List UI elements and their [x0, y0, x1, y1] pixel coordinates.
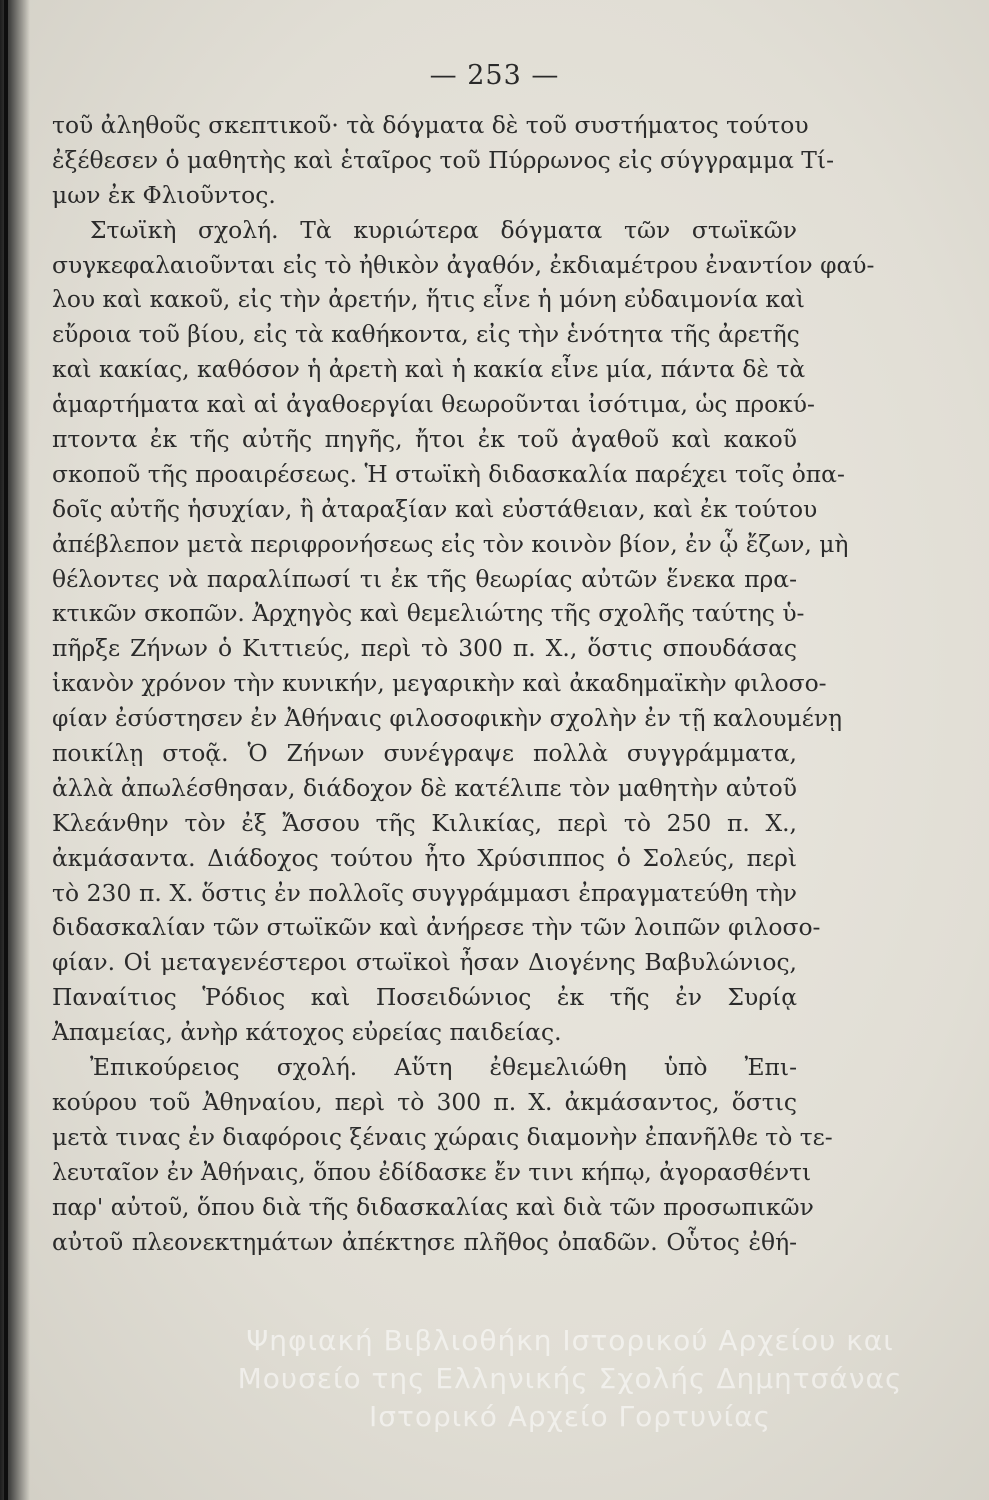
- text-line: διδασκαλίαν τῶν στωϊκῶν καὶ ἀνήρεσε τὴν τῶν λοιπῶν φιλοσο-: [52, 913, 821, 942]
- section-heading-line: Στωϊκὴ σχολή. Τὰ κυριώτερα δόγματα τῶν στωϊκῶν: [90, 215, 797, 244]
- section-heading-line: Ἐπικούρειος σχολή. Αὕτη ἐθεμελιώθη ὑπὸ Ἐπι-: [90, 1053, 797, 1082]
- text-line: ἀπέβλεπον μετὰ περιφρονήσεως εἰς τὸν κοινὸν βίον, ἐν ᾧ ἔζων, μὴ: [52, 529, 849, 558]
- text-line: ἱκανὸν χρόνον τὴν κυνικήν, μεγαρικὴν καὶ ἀκαδημαϊκὴν φιλοσο-: [52, 669, 827, 698]
- text-line: κτικῶν σκοπῶν. Ἀρχηγὸς καὶ θεμελιώτης τῆς σχολῆς ταύτης ὑ-: [52, 599, 805, 628]
- body-text: [52, 108, 875, 1259]
- text-line: λου καὶ κακοῦ, εἰς τὴν ἀρετήν, ἥτις εἶνε ἡ μόνη εὐδαιμονία καὶ: [52, 285, 805, 314]
- text-line: θέλοντες νὰ παραλίπωσί τι ἐκ τῆς θεωρίας αὐτῶν ἕνεκα πρα-: [52, 564, 797, 593]
- text-line: αὐτοῦ πλεονεκτημάτων ἀπέκτησε πλῆθος ὀπαδῶν. Οὗτος ἐθή-: [52, 1227, 797, 1256]
- text-line: ποικίλῃ στοᾷ. Ὁ Ζήνων συνέγραψε πολλὰ συγγράμματα,: [52, 739, 797, 768]
- text-line: φίαν. Οἱ μεταγενέστεροι στωϊκοὶ ἦσαν Διογένης Βαβυλώνιος,: [52, 948, 797, 977]
- text-line: σκοποῦ τῆς προαιρέσεως. Ἡ στωϊκὴ διδασκαλία παρέχει τοῖς ὀπα-: [52, 459, 845, 488]
- text-line: καὶ κακίας, καθόσον ἡ ἀρετὴ καὶ ἡ κακία εἶνε μία, πάντα δὲ τὰ: [52, 355, 806, 384]
- text-line: μων ἐκ Φλιοῦντος.: [52, 180, 276, 209]
- text-line: Ἀπαμείας, ἀνὴρ κάτοχος εὐρείας παιδείας.: [52, 1018, 562, 1047]
- text-line: κούρου τοῦ Ἀθηναίου, περὶ τὸ 300 π. Χ. ἀκμάσαντος, ὅστις: [52, 1087, 797, 1116]
- text-line: τοῦ ἀληθοῦς σκεπτικοῦ· τὰ δόγματα δὲ τοῦ συστήματος τούτου: [52, 111, 809, 139]
- text-line: πῆρξε Ζήνων ὁ Κιττιεύς, περὶ τὸ 300 π. Χ., ὅστις σπουδάσας: [52, 634, 797, 663]
- text-line: παρ' αὐτοῦ, ὅπου διὰ τῆς διδασκαλίας καὶ διὰ τῶν προσωπικῶν: [52, 1192, 814, 1221]
- text-line: φίαν ἐσύστησεν ἐν Ἀθήναις φιλοσοφικὴν σχολὴν ἐν τῇ καλουμένῃ: [52, 704, 843, 733]
- text-line: δοῖς αὐτῆς ἡσυχίαν, ἢ ἀταραξίαν καὶ εὐστάθειαν, καὶ ἐκ τούτου: [52, 494, 818, 523]
- text-line: ἐξέθεσεν ὁ μαθητὴς καὶ ἑταῖρος τοῦ Πύρρωνος εἰς σύγγραμμα Τί-: [52, 145, 834, 174]
- library-watermark: [190, 1322, 950, 1436]
- text-line: μετὰ τινας ἐν διαφόροις ξέναις χώραις διαμονὴν ἐπανῆλθε τὸ τε-: [52, 1122, 833, 1151]
- text-line: συγκεφαλαιοῦνται εἰς τὸ ἠθικὸν ἀγαθόν, ἐκδιαμέτρου ἐναντίον φαύ-: [52, 250, 875, 279]
- binding-edge: [4, 0, 8, 1500]
- page-number: — 253 —: [429, 60, 560, 91]
- text-line: τὸ 230 π. Χ. ὅστις ἐν πολλοῖς συγγράμμασι ἐπραγματεύθη τὴν: [52, 878, 797, 907]
- text-line: ἀκμάσαντα. Διάδοχος τούτου ἦτο Χρύσιππος ὁ Σολεύς, περὶ: [52, 843, 797, 872]
- watermark-line: Ιστορικό Αρχείο Γορτυνίας: [368, 1400, 772, 1433]
- text-line: Κλεάνθην τὸν ἐξ Ἄσσου τῆς Κιλικίας, περὶ τὸ 250 π. Χ.,: [52, 808, 797, 837]
- text-line: λευταῖον ἐν Ἀθήναις, ὅπου ἐδίδασκε ἔν τινι κήπῳ, ἀγορασθέντι: [52, 1157, 812, 1186]
- watermark-line: Ψηφιακή Βιβλιοθήκη Ιστορικού Αρχείου και: [246, 1324, 894, 1357]
- text-line: πτοντα ἐκ τῆς αὐτῆς πηγῆς, ἤτοι ἐκ τοῦ ἀγαθοῦ καὶ κακοῦ: [52, 425, 797, 454]
- text-line: Παναίτιος Ῥόδιος καὶ Ποσειδώνιος ἐκ τῆς ἐν Συρίᾳ: [52, 983, 797, 1012]
- watermark-line: Μουσείο της Ελληνικής Σχολής Δημητσάνας: [237, 1362, 903, 1395]
- text-line: εὔροια τοῦ βίου, εἰς τὰ καθήκοντα, εἰς τὴν ἑνότητα τῆς ἀρετῆς: [52, 320, 800, 349]
- text-line: ἁμαρτήματα καὶ αἱ ἀγαθοεργίαι θεωροῦνται ἰσότιμα, ὡς προκύ-: [52, 390, 815, 419]
- text-line: ἀλλὰ ἀπωλέσθησαν, διάδοχον δὲ κατέλιπε τὸν μαθητὴν αὐτοῦ: [52, 773, 797, 802]
